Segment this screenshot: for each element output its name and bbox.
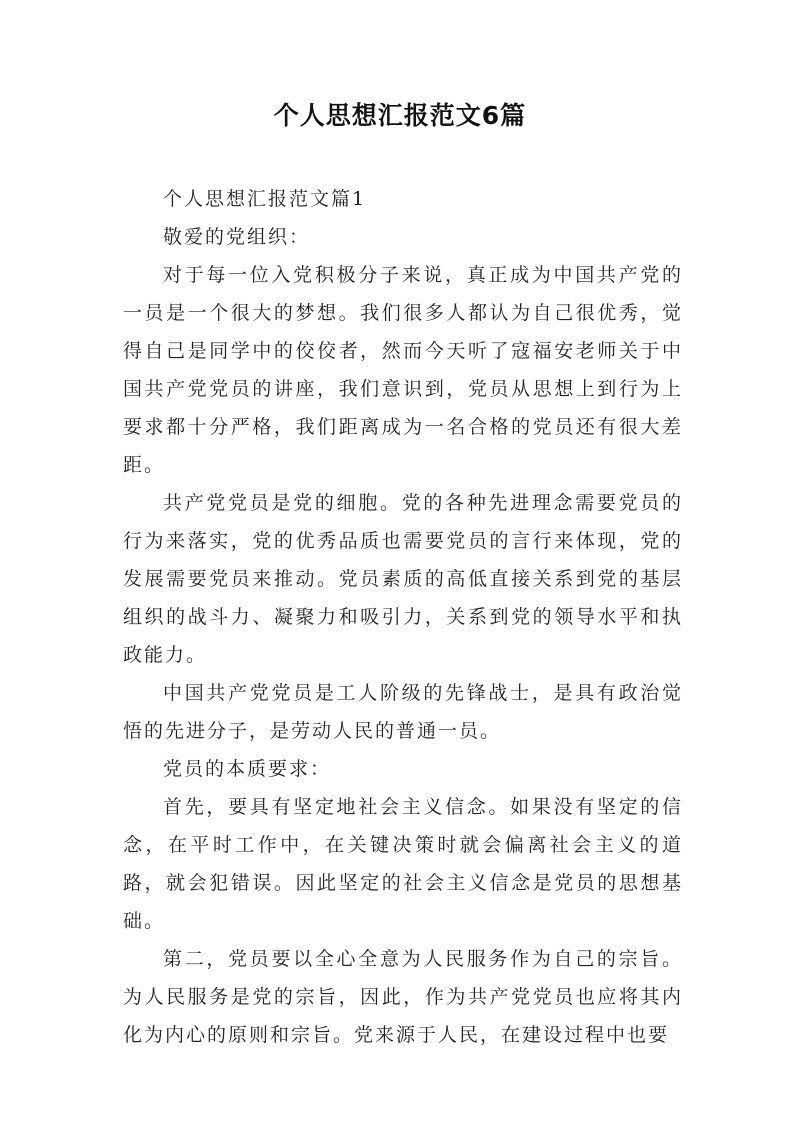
- paragraph: 党员的本质要求：: [163, 758, 332, 780]
- section-heading: 个人思想汇报范文篇1: [163, 188, 367, 210]
- document-title: 个人思想汇报范文6篇: [273, 101, 527, 130]
- document-body: [123, 180, 683, 1092]
- paragraph: 共产党党员是党的细胞。党的各种先进理念需要党员的行为来落实，党的优秀品质也需要党员的言行来体现，党的发展需要党员来推动。党员素质的高低直接关系到党的基层组织的战斗力、凝聚力和吸引力，关系到党的领导水平和执政能力。: [123, 492, 683, 666]
- paragraph: 中国共产党党员是工人阶级的先锋战士，是具有政治觉悟的先进分子，是劳动人民的普通一员。: [123, 682, 683, 742]
- salutation: 敬爱的党组织：: [163, 226, 311, 248]
- paragraph: 首先，要具有坚定地社会主义信念。如果没有坚定的信念，在平时工作中，在关键决策时就会偏离社会主义的道路，就会犯错误。因此坚定的社会主义信念是党员的思想基础。: [123, 796, 683, 932]
- paragraph: 对于每一位入党积极分子来说，真正成为中国共产党的一员是一个很大的梦想。我们很多人都认为自己很优秀，觉得自己是同学中的佼佼者，然而今天听了寇福安老师关于中国共产党党员的讲座，我们意识到，党员从思想上到行为上要求都十分严格，我们距离成为一名合格的党员还有很大差距。: [123, 264, 683, 476]
- paragraph: 第二，党员要以全心全意为人民服务作为自己的宗旨。为人民服务是党的宗旨，因此，作为共产党党员也应将其内化为内心的原则和宗旨。党来源于人民，在建设过程中也要: [123, 948, 683, 1046]
